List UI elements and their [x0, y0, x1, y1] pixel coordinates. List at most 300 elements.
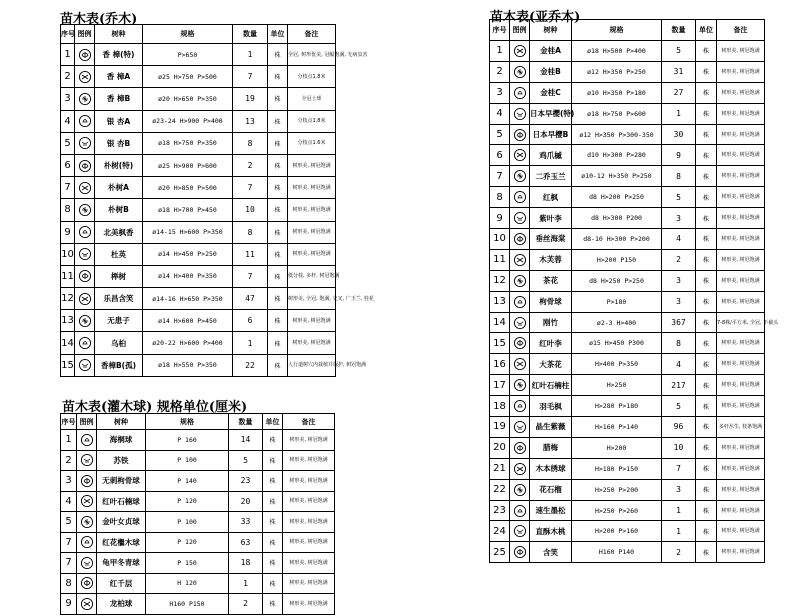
cell-unit: 株	[268, 332, 288, 354]
plant-legend-icon	[75, 132, 95, 154]
cell-no: 11	[490, 249, 510, 270]
col-header-legend: 图例	[77, 414, 97, 430]
cell-unit: 株	[696, 103, 717, 124]
cell-no: 23	[490, 500, 510, 521]
cell-qty: 8	[233, 132, 268, 154]
cell-no: 24	[490, 521, 510, 542]
cell-name: 木本绣球	[530, 458, 572, 479]
cell-no: 19	[490, 417, 510, 438]
cell-spec: ø14 H>400 P>350	[143, 265, 233, 287]
table-row	[61, 471, 335, 492]
col-header-qty: 数量	[233, 25, 268, 44]
table-row	[490, 521, 765, 542]
cell-spec: H 120	[146, 573, 229, 594]
table-row	[490, 166, 765, 187]
cell-name: 茶花	[530, 270, 572, 291]
plant-legend-icon	[75, 354, 95, 376]
cell-spec: P 120	[146, 491, 229, 512]
cell-qty: 4	[662, 229, 696, 250]
cell-qty: 6	[233, 310, 268, 332]
cell-no: 13	[61, 310, 75, 332]
cell-spec: P 140	[146, 471, 229, 492]
cell-no: 10	[61, 243, 75, 265]
cell-note: 树形美, 树冠饱满	[717, 166, 765, 187]
cell-name: 香 樟A	[95, 66, 143, 88]
table-row	[490, 103, 765, 124]
cell-unit: 株	[263, 594, 283, 615]
cell-qty: 8	[662, 166, 696, 187]
cell-name: 金桂C	[530, 82, 572, 103]
cell-no: 9	[61, 594, 77, 615]
plant-legend-icon	[510, 249, 530, 270]
cell-unit: 株	[696, 521, 717, 542]
col-header-spec: 规格	[146, 414, 229, 430]
plant-legend-icon	[510, 396, 530, 417]
cell-name: 无刺枸骨球	[97, 471, 146, 492]
cell-qty: 14	[229, 430, 263, 451]
subtrees-table	[489, 19, 779, 563]
cell-no: 3	[61, 88, 75, 110]
cell-note: 树形美, 树冠饱满	[288, 332, 336, 354]
cell-note: 树形美, 树冠饱满	[283, 594, 335, 615]
cell-note: 树形美, 树冠饱满	[288, 243, 336, 265]
cell-qty: 367	[662, 312, 696, 333]
cell-unit: 株	[696, 166, 717, 187]
table-row	[490, 417, 765, 438]
cell-qty: 9	[662, 145, 696, 166]
cell-unit: 株	[268, 243, 288, 265]
table-row	[61, 450, 335, 471]
cell-qty: 2	[229, 594, 263, 615]
cell-spec: ø18 H>750 P>350	[143, 132, 233, 154]
cell-note: 树形美, 树冠饱满	[288, 221, 336, 243]
cell-spec: P 100	[146, 450, 229, 471]
cell-spec: ø20 H>650 P>350	[143, 88, 233, 110]
cell-name: 枸骨球	[530, 291, 572, 312]
cell-unit: 株	[696, 479, 717, 500]
cell-spec: ø2-3 H>400	[572, 312, 662, 333]
table-row	[490, 61, 765, 82]
cell-no: 18	[490, 396, 510, 417]
cell-qty: 4	[662, 354, 696, 375]
cell-name: 乌桕	[95, 332, 143, 354]
plant-legend-icon	[75, 110, 95, 132]
cell-qty: 10	[233, 199, 268, 221]
cell-qty: 3	[662, 208, 696, 229]
cell-note: 树形美, 树冠饱满	[717, 396, 765, 417]
cell-spec: d8-10 H>300 P>200	[572, 229, 662, 250]
cell-no: 15	[490, 333, 510, 354]
plant-legend-icon	[510, 270, 530, 291]
cell-unit: 株	[263, 491, 283, 512]
cell-spec: ø23-24 H>900 P>400	[143, 110, 233, 132]
cell-unit: 株	[268, 354, 288, 376]
cell-spec: ø20-22 H>600 P>400	[143, 332, 233, 354]
trees-table-title: 苗木表(乔木)	[60, 12, 138, 27]
col-header-legend: 图例	[510, 20, 530, 41]
cell-spec: ø18 H>700 P>450	[143, 199, 233, 221]
cell-name: 红花檵木球	[97, 532, 146, 553]
cell-spec: H>180 P>150	[572, 458, 662, 479]
cell-note: 树形美, 树冠饱满	[288, 199, 336, 221]
cell-note: 全冠, 树形优美, 冠幅饱满, 无病虫害	[288, 44, 336, 66]
plant-legend-icon	[510, 312, 530, 333]
plant-legend-icon	[510, 145, 530, 166]
plant-legend-icon	[510, 124, 530, 145]
cell-qty: 13	[233, 110, 268, 132]
cell-name: 紫叶李	[530, 208, 572, 229]
table-row	[490, 333, 765, 354]
cell-note: 人行道树穴内栽植并保护, 树冠饱满	[288, 354, 336, 376]
cell-no: 1	[61, 44, 75, 66]
shrubs-table	[60, 413, 335, 615]
cell-spec: H160 P150	[146, 594, 229, 615]
table-row	[490, 354, 765, 375]
cell-name: 木芙蓉	[530, 249, 572, 270]
cell-qty: 5	[662, 187, 696, 208]
table-header-row	[61, 25, 336, 44]
table-row	[61, 310, 336, 332]
cell-spec: H>280 P>180	[572, 396, 662, 417]
cell-spec: P 150	[146, 553, 229, 574]
cell-note: 树形美, 树冠饱满	[283, 430, 335, 451]
cell-name: 金叶女贞球	[97, 512, 146, 533]
cell-no: 6	[61, 154, 75, 176]
cell-spec: H>250	[572, 375, 662, 396]
plant-legend-icon	[510, 333, 530, 354]
shrubs-table-title: 苗木表(灌木球) 规格单位(厘米)	[62, 400, 248, 415]
cell-qty: 1	[662, 500, 696, 521]
cell-note: 树形美, 树冠饱满	[283, 532, 335, 553]
cell-no: 7	[61, 177, 75, 199]
table-row	[490, 229, 765, 250]
cell-spec: ø20 H>850 P>500	[143, 177, 233, 199]
cell-note: 树形美, 树冠饱满	[717, 333, 765, 354]
table-row	[61, 553, 335, 574]
cell-name: 腊梅	[530, 437, 572, 458]
cell-name: 金桂B	[530, 61, 572, 82]
plant-legend-icon	[510, 103, 530, 124]
col-header-unit: 单位	[696, 20, 717, 41]
cell-name: 银 杏A	[95, 110, 143, 132]
cell-no: 5	[61, 512, 77, 533]
cell-unit: 株	[263, 573, 283, 594]
cell-no: 11	[61, 265, 75, 287]
cell-unit: 株	[696, 82, 717, 103]
plant-legend-icon	[510, 417, 530, 438]
cell-name: 香樟B(孤)	[95, 354, 143, 376]
cell-no: 4	[61, 110, 75, 132]
plant-legend-icon	[510, 41, 530, 62]
cell-unit: 株	[268, 132, 288, 154]
cell-unit: 株	[696, 229, 717, 250]
cell-qty: 18	[229, 553, 263, 574]
table-header-row	[61, 414, 335, 430]
cell-name: 红叶石楠柱	[530, 375, 572, 396]
cell-note: 树形美, 树冠饱满	[717, 500, 765, 521]
cell-unit: 株	[696, 333, 717, 354]
cell-qty: 3	[662, 291, 696, 312]
cell-qty: 8	[662, 333, 696, 354]
plant-legend-icon	[510, 61, 530, 82]
cell-note: 7-8株/平方米, 全冠, 不截头	[717, 312, 765, 333]
table-row	[490, 187, 765, 208]
cell-unit: 株	[696, 270, 717, 291]
cell-note: 树形美, 树冠饱满	[717, 542, 765, 563]
cell-unit: 株	[263, 553, 283, 574]
cell-no: 8	[61, 199, 75, 221]
cell-qty: 1	[233, 44, 268, 66]
plant-legend-icon	[77, 471, 97, 492]
cell-no: 4	[490, 103, 510, 124]
cell-name: 香 樟B	[95, 88, 143, 110]
col-header-spec: 规格	[572, 20, 662, 41]
cell-spec: H>160 P>140	[572, 417, 662, 438]
cell-name: 榉树	[95, 265, 143, 287]
cell-qty: 2	[233, 154, 268, 176]
cell-no: 13	[490, 291, 510, 312]
cell-name: 朴树A	[95, 177, 143, 199]
col-header-no: 序号	[61, 25, 75, 44]
table-row	[61, 532, 335, 553]
cell-name: 红枫	[530, 187, 572, 208]
cell-unit: 株	[263, 430, 283, 451]
cell-qty: 2	[662, 249, 696, 270]
cell-no: 15	[61, 354, 75, 376]
col-header-unit: 单位	[268, 25, 288, 44]
cell-unit: 株	[696, 187, 717, 208]
plant-legend-icon	[510, 521, 530, 542]
table-row	[490, 500, 765, 521]
cell-name: 含笑	[530, 542, 572, 563]
cell-qty: 23	[229, 471, 263, 492]
cell-no: 1	[490, 41, 510, 62]
cell-spec: ø15 H>450 P300	[572, 333, 662, 354]
col-header-no: 序号	[490, 20, 510, 41]
cell-unit: 株	[696, 312, 717, 333]
cell-spec: H>200 P>160	[572, 521, 662, 542]
cell-no: 6	[490, 145, 510, 166]
cell-no: 8	[61, 573, 77, 594]
cell-qty: 5	[662, 41, 696, 62]
cell-name: 银 杏B	[95, 132, 143, 154]
cell-spec: d8 H>300 P200	[572, 208, 662, 229]
cell-note: 树形美, 树冠饱满	[288, 154, 336, 176]
cell-name: 杜英	[95, 243, 143, 265]
cell-name: 海桐球	[97, 430, 146, 451]
cell-note: 树形美, 树冠饱满	[717, 437, 765, 458]
table-row	[61, 573, 335, 594]
cell-spec: H>200 P150	[572, 249, 662, 270]
cell-name: 朴树B	[95, 199, 143, 221]
cell-no: 16	[490, 354, 510, 375]
col-header-note: 备注	[288, 25, 336, 44]
cell-no: 2	[61, 66, 75, 88]
cell-unit: 株	[696, 124, 717, 145]
cell-unit: 株	[696, 396, 717, 417]
col-header-spec: 规格	[143, 25, 233, 44]
cell-unit: 株	[263, 512, 283, 533]
col-header-legend: 图例	[75, 25, 95, 44]
cell-no: 1	[61, 430, 77, 451]
cell-unit: 株	[696, 458, 717, 479]
cell-spec: ø18 H>500 P>400	[572, 41, 662, 62]
cell-unit: 株	[268, 177, 288, 199]
cell-unit: 株	[696, 542, 717, 563]
table-row	[490, 375, 765, 396]
cell-spec: ø14 H>450 P>250	[143, 243, 233, 265]
plant-legend-icon	[77, 491, 97, 512]
cell-name: 红千层	[97, 573, 146, 594]
cell-no: 12	[61, 288, 75, 310]
cell-name: 速生墨松	[530, 500, 572, 521]
cell-spec: P 120	[146, 532, 229, 553]
table-row	[61, 110, 336, 132]
cell-note: 树形美, 树冠饱满	[717, 41, 765, 62]
table-header-row	[490, 20, 765, 41]
col-header-species: 树种	[530, 20, 572, 41]
cell-spec: H>250 P>260	[572, 500, 662, 521]
cell-note: 树形美, 树冠饱满	[717, 479, 765, 500]
cell-spec: ø12 H>350 P>250	[572, 61, 662, 82]
cell-note: 树形美, 树冠饱满	[717, 145, 765, 166]
plant-legend-icon	[75, 88, 95, 110]
cell-name: 龟甲冬青球	[97, 553, 146, 574]
plant-legend-icon	[75, 154, 95, 176]
plant-legend-icon	[77, 594, 97, 615]
cell-note: 分枝点1.8米	[288, 66, 336, 88]
cell-name: 花石榴	[530, 479, 572, 500]
cell-note: 树形美, 全冠, 饱满, 交叉, 广玉兰, 桂花	[288, 288, 336, 310]
cell-note: 分枝点1.6米	[288, 132, 336, 154]
cell-note: 树形美, 树冠饱满	[283, 491, 335, 512]
table-row	[61, 332, 336, 354]
cell-unit: 株	[268, 88, 288, 110]
plant-legend-icon	[77, 553, 97, 574]
table-row	[61, 88, 336, 110]
plant-legend-icon	[77, 512, 97, 533]
cell-note: 树形美, 树冠饱满	[288, 310, 336, 332]
table-row	[61, 265, 336, 287]
plant-legend-icon	[75, 265, 95, 287]
cell-unit: 株	[268, 44, 288, 66]
cell-spec: ø14 H>600 P>450	[143, 310, 233, 332]
table-row	[61, 430, 335, 451]
cell-unit: 株	[696, 61, 717, 82]
cell-note: 全冠土球	[288, 88, 336, 110]
col-header-note: 备注	[717, 20, 765, 41]
cell-name: 刚竹	[530, 312, 572, 333]
cell-spec: P>180	[572, 291, 662, 312]
table-row	[490, 542, 765, 563]
cell-name: 无患子	[95, 310, 143, 332]
cell-no: 2	[490, 61, 510, 82]
table-row	[61, 132, 336, 154]
table-row	[61, 512, 335, 533]
plant-legend-icon	[510, 166, 530, 187]
cell-unit: 株	[696, 249, 717, 270]
cell-spec: ø25 H>900 P>600	[143, 154, 233, 176]
plant-legend-icon	[510, 291, 530, 312]
cell-qty: 11	[233, 243, 268, 265]
plant-legend-icon	[75, 221, 95, 243]
cell-name: 香 樟(特)	[95, 44, 143, 66]
cell-note: 树形美, 树冠饱满	[717, 521, 765, 542]
cell-spec: ø25 H>750 P>500	[143, 66, 233, 88]
cell-no: 3	[61, 471, 77, 492]
cell-qty: 96	[662, 417, 696, 438]
table-row	[61, 288, 336, 310]
cell-note: 树形美, 树冠饱满	[717, 375, 765, 396]
cell-spec: P 100	[146, 512, 229, 533]
cell-unit: 株	[268, 265, 288, 287]
col-header-species: 树种	[97, 414, 146, 430]
cell-name: 垂丝海棠	[530, 229, 572, 250]
table-row	[61, 354, 336, 376]
table-row	[490, 82, 765, 103]
cell-unit: 株	[696, 354, 717, 375]
cell-no: 14	[61, 332, 75, 354]
cell-no: 7	[490, 166, 510, 187]
plant-legend-icon	[510, 187, 530, 208]
trees-table	[60, 24, 374, 377]
cell-name: 大茶花	[530, 354, 572, 375]
cell-unit: 株	[268, 199, 288, 221]
cell-no: 9	[490, 208, 510, 229]
cell-no: 22	[490, 479, 510, 500]
cell-no: 25	[490, 542, 510, 563]
cell-unit: 株	[263, 532, 283, 553]
plant-legend-icon	[75, 44, 95, 66]
cell-name: 乐昌含笑	[95, 288, 143, 310]
cell-unit: 株	[268, 66, 288, 88]
cell-note: 树形美, 树冠饱满	[283, 512, 335, 533]
cell-no: 2	[61, 450, 77, 471]
table-row	[490, 145, 765, 166]
col-header-note: 备注	[283, 414, 335, 430]
cell-qty: 1	[662, 103, 696, 124]
cell-note: 树形美, 树冠饱满	[717, 82, 765, 103]
table-row	[490, 270, 765, 291]
table-row	[490, 396, 765, 417]
cell-no: 7	[61, 553, 77, 574]
cell-no: 21	[490, 458, 510, 479]
cell-name: 二乔玉兰	[530, 166, 572, 187]
col-header-qty: 数量	[662, 20, 696, 41]
cell-spec: ø18 H>550 P>350	[143, 354, 233, 376]
table-row	[490, 291, 765, 312]
cell-note: 树形美, 树冠饱满	[717, 354, 765, 375]
cell-spec: d10 H>300 P>280	[572, 145, 662, 166]
table-row	[61, 221, 336, 243]
cell-spec: ø10 H>350 P>180	[572, 82, 662, 103]
col-header-unit: 单位	[263, 414, 283, 430]
cell-qty: 8	[233, 221, 268, 243]
cell-qty: 20	[229, 491, 263, 512]
cell-unit: 株	[268, 310, 288, 332]
cell-unit: 株	[263, 471, 283, 492]
cell-note: 树形美, 树冠饱满	[717, 270, 765, 291]
cell-note: 树形美, 树冠饱满	[717, 291, 765, 312]
cell-note: 低分枝, 多杆, 树冠饱满	[288, 265, 336, 287]
plant-legend-icon	[77, 573, 97, 594]
plant-legend-icon	[75, 243, 95, 265]
cell-no: 7	[61, 532, 77, 553]
plant-legend-icon	[510, 458, 530, 479]
cell-spec: P 160	[146, 430, 229, 451]
cell-spec: H>400 P>350	[572, 354, 662, 375]
cell-name: 日本早樱B	[530, 124, 572, 145]
